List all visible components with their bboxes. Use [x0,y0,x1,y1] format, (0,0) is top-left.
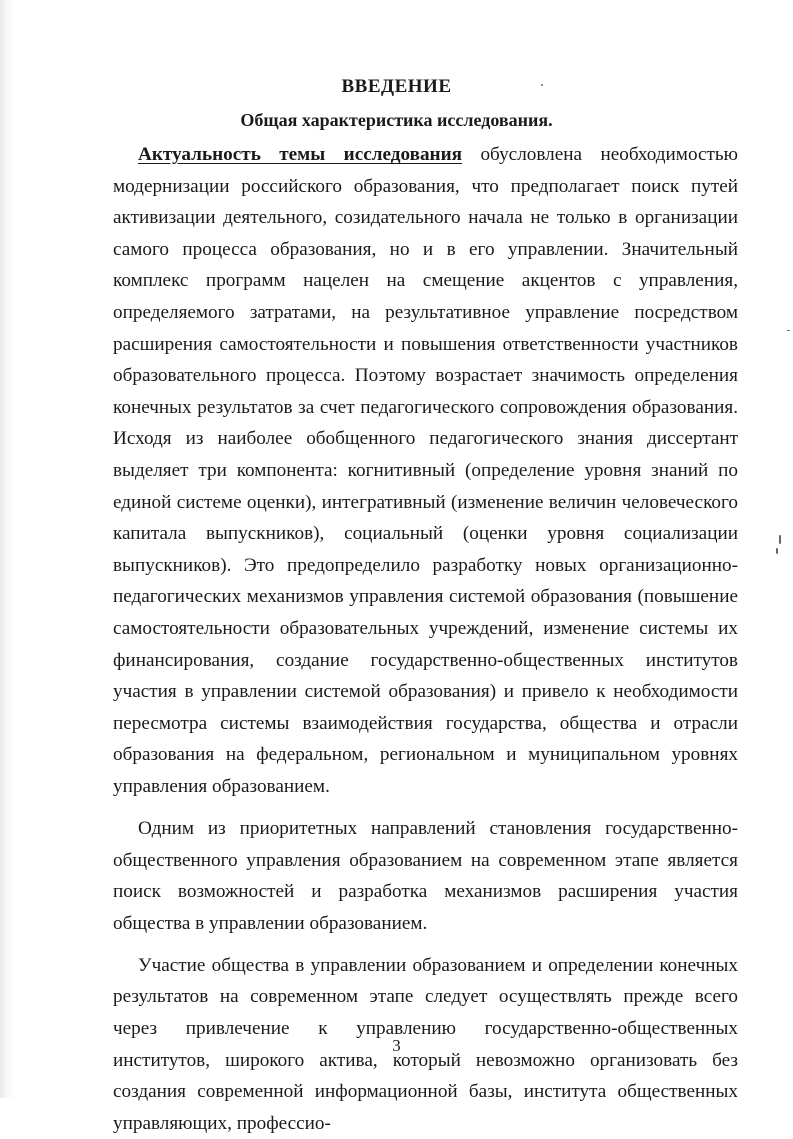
scan-speck [776,548,778,554]
section-subtitle: Общая характеристика исследования. [240,110,553,130]
paragraph-relevance [113,139,738,802]
scan-speck [787,330,790,331]
paragraph-priority: Одним из приоритетных направлений становления государственно-общественного управления образованием на современном этапе является поиск возможностей и разработка механизмов расширения участия общества в управлении образованием. [113,817,738,934]
relevance-text: обусловлена необходимостью модернизации российского образования, что предполагает поиск путей активизации деятельного, созидательного начала не только в организации самого процесса образования, но и в его управлении. Значительный комплекс программ нацелен на смещение акцентов с управления, определяемого затратами, на результативное управление посредством расширения самостоятельности и повышения ответственности участников образовательного процесса. Поэтому возрастает значимость определения конечных результатов за счет педагогического сопровождения образования. Исходя из наиболее обобщенного педагогического знания диссертант выделяет три компонента: когнитивный (определение уровня знаний по единой системе оценки), интегративный (изменение величин человеческого капитала выпускников), социальный (оценки уровня социализации выпускников). Это предопределило разработку новых организационно-педагогических механизмов управления системой образования (повышение самостоятельности образовательных учреждений, изменение системы их финансирования, создание государственно-общественных институтов участия в управлении системой образования) и привело к необходимости пересмотра системы взаимодействия государства, общества и отрасли образования на федеральном, региональном и муниципальном уровнях управления образованием. [113,144,738,797]
page-title: ВВЕДЕНИЕ [341,76,452,97]
body-text [113,139,738,1139]
paragraph-participation: Участие общества в управлении образованием и определении конечных результатов на современном этапе следует осуществлять прежде всего через привлечение к управлению государственно-общественных институтов, широкого актива, который невозможно организовать без создания современной информационной базы, института общественных управляющих, профессио- [113,954,738,1134]
scan-speck [541,84,543,86]
page-number: 3 [392,1036,401,1055]
scan-speck [779,535,781,544]
relevance-lead: Актуальность темы исследования [138,144,463,165]
scan-edge-shadow [0,0,14,1098]
